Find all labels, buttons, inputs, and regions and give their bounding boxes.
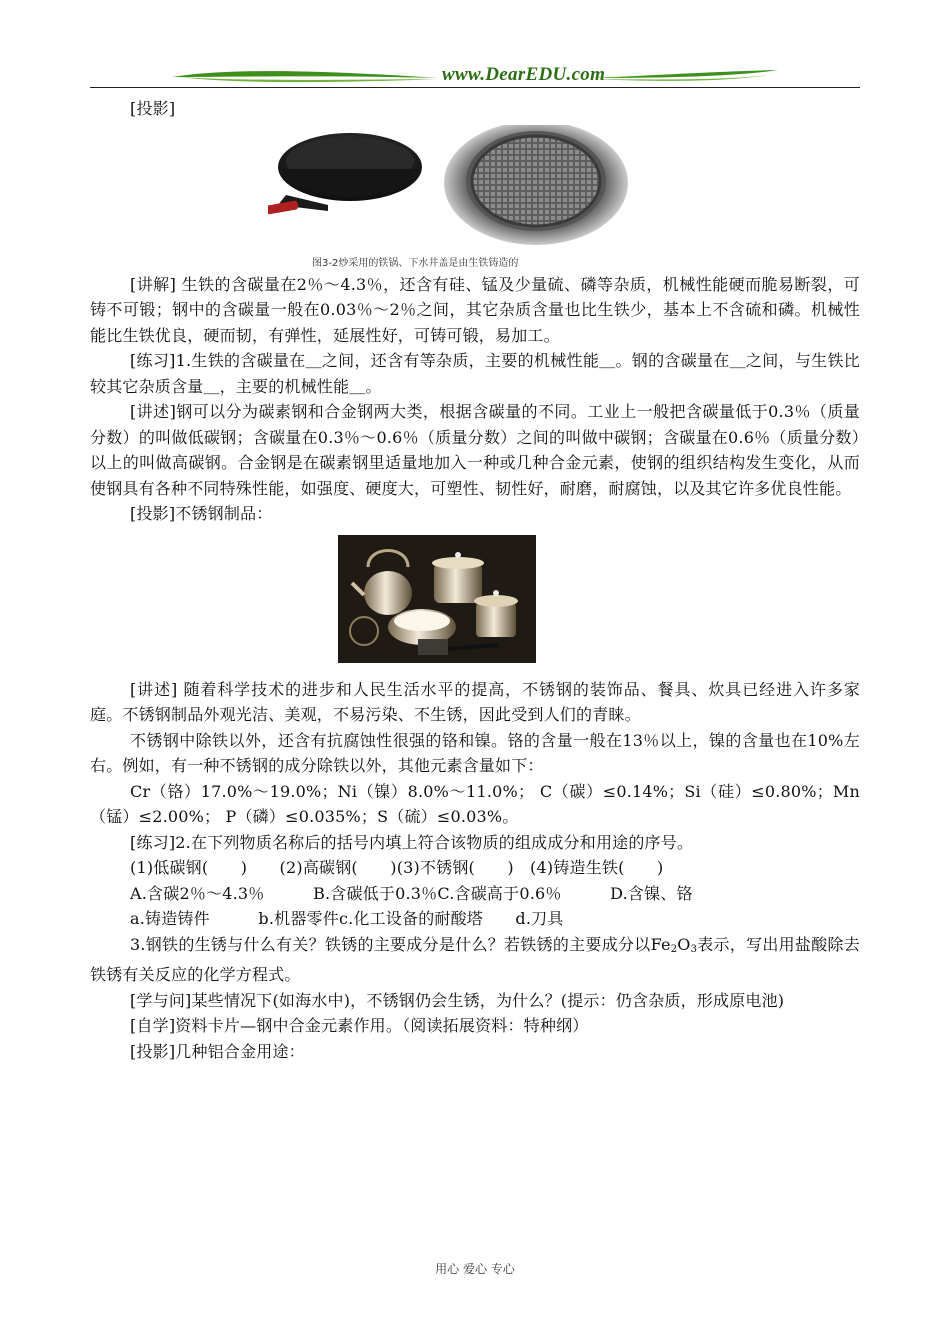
exercise-2-options: A.含碳2％～4.3％ B.含碳低于0.3％C.含碳高于0.6％ D.含镍、铬: [130, 883, 693, 903]
right-swoosh-decoration: [590, 68, 780, 86]
figure-caption: 图3-2炒采用的铁锅、下水井盖是由生铁铸造的: [312, 257, 519, 269]
header-rule: [90, 87, 860, 88]
stainless-composition-values: Cr（铬）17.0%～19.0%；Ni（镍）8.0%～11.0%； C（碳）≤0.14%；Si（硅）≤0.80%；Mn（锰）≤2.00%； P（磷）≤0.035%；S（硫）≤0.03%。: [90, 781, 860, 826]
figure-wok-manhole: [90, 122, 860, 272]
self-study: [自学]资料卡片—钢中合金元素作用。（阅读拓展资料：特种纲）: [130, 1016, 589, 1035]
projection-label-1: [投影]: [130, 99, 176, 118]
document-body: [90, 96, 860, 1064]
wok-and-manhole-cover-image: [268, 125, 658, 253]
lecture-steel-types: [讲述]钢可以分为碳素钢和合金钢两大类，根据含碳量的不同。工业上一般把含碳量低于0.3％（质量分数）的叫做低碳钢；含碳量在0.3％～0.6％（质量分数）之间的叫做中碳钢；含碳量在0.6％（质量分数）以上的叫做高碳钢。合金钢是在碳素钢里适量地加入一种或几种合金元素，使钢的组织结构发生变化，从而使钢具有各种不同特殊性能，如强度、硬度大，可塑性、韧性好，耐磨，耐腐蚀，以及其它许多优良性能。: [90, 402, 860, 498]
explanation-paragraph: [讲解] 生铁的含碳量在2％～4.3％，还含有硅、锰及少量硫、磷等杂质，机械性能硬而脆易断裂，可铸不可锻；钢中的含碳量一般在0.03％～2％之间，其它杂质含量也比生铁少，基本上不含硫和磷。机械性能比生铁优良，硬而韧，有弹性，延展性好，可铸可锻，易加工。: [90, 274, 860, 345]
exercise-2: [练习]2.在下列物质名称后的括号内填上符合该物质的组成成分和用途的序号。: [130, 832, 694, 852]
exercise-3: 3.钢铁的生锈与什么有关？铁锈的主要成分是什么？若铁锈的主要成分以$Fe_2O_3$表示，写出用盐酸除去铁锈有关反应的化学方程式。: [90, 934, 860, 984]
page-header: [90, 60, 860, 90]
exercise-1: [练习]1.生铁的含碳量在＿之间，还含有等杂质，主要的机械性能＿。钢的含碳量在＿之间，与生铁比较其它杂质含量＿，主要的机械性能＿。: [90, 351, 860, 396]
stainless-steel-cookware-image: [338, 535, 536, 663]
exercise-2-uses: a.铸造铸件 b.机器零件c.化工设备的耐酸塔 d.刀具: [130, 909, 564, 928]
learn-and-ask: [学与问]某些情况下(如海水中)，不锈钢仍会生锈，为什么？(提示：仍含杂质，形成原电池): [130, 990, 785, 1010]
projection-label-3: [投影]几种铝合金用途：: [130, 1041, 305, 1061]
figure-stainless-products: [90, 527, 860, 677]
page-footer: 用心 爱心 专心: [435, 1262, 515, 1276]
left-swoosh-decoration: [170, 68, 440, 86]
projection-label-2: [投影]不锈钢制品：: [130, 504, 273, 523]
exercise-2-items: (1)低碳钢( ) (2)高碳钢( )(3)不锈钢( ) (4)铸造生铁( ): [130, 858, 664, 877]
lecture-stainless: [讲述] 随着科学技术的进步和人民生活水平的提高，不锈钢的装饰品、餐具、炊具已经进入许多家庭。不锈钢制品外观光洁、美观，不易污染、不生锈，因此受到人们的青睐。: [90, 679, 860, 724]
site-logo-text: www.DearEDU.com: [442, 64, 606, 85]
stainless-composition-intro: 不锈钢中除铁以外，还含有抗腐蚀性很强的铬和镍。铬的含量一般在13％以上，镍的含量也在10%左右。例如，有一种不锈钢的成分除铁以外，其他元素含量如下：: [90, 730, 860, 775]
